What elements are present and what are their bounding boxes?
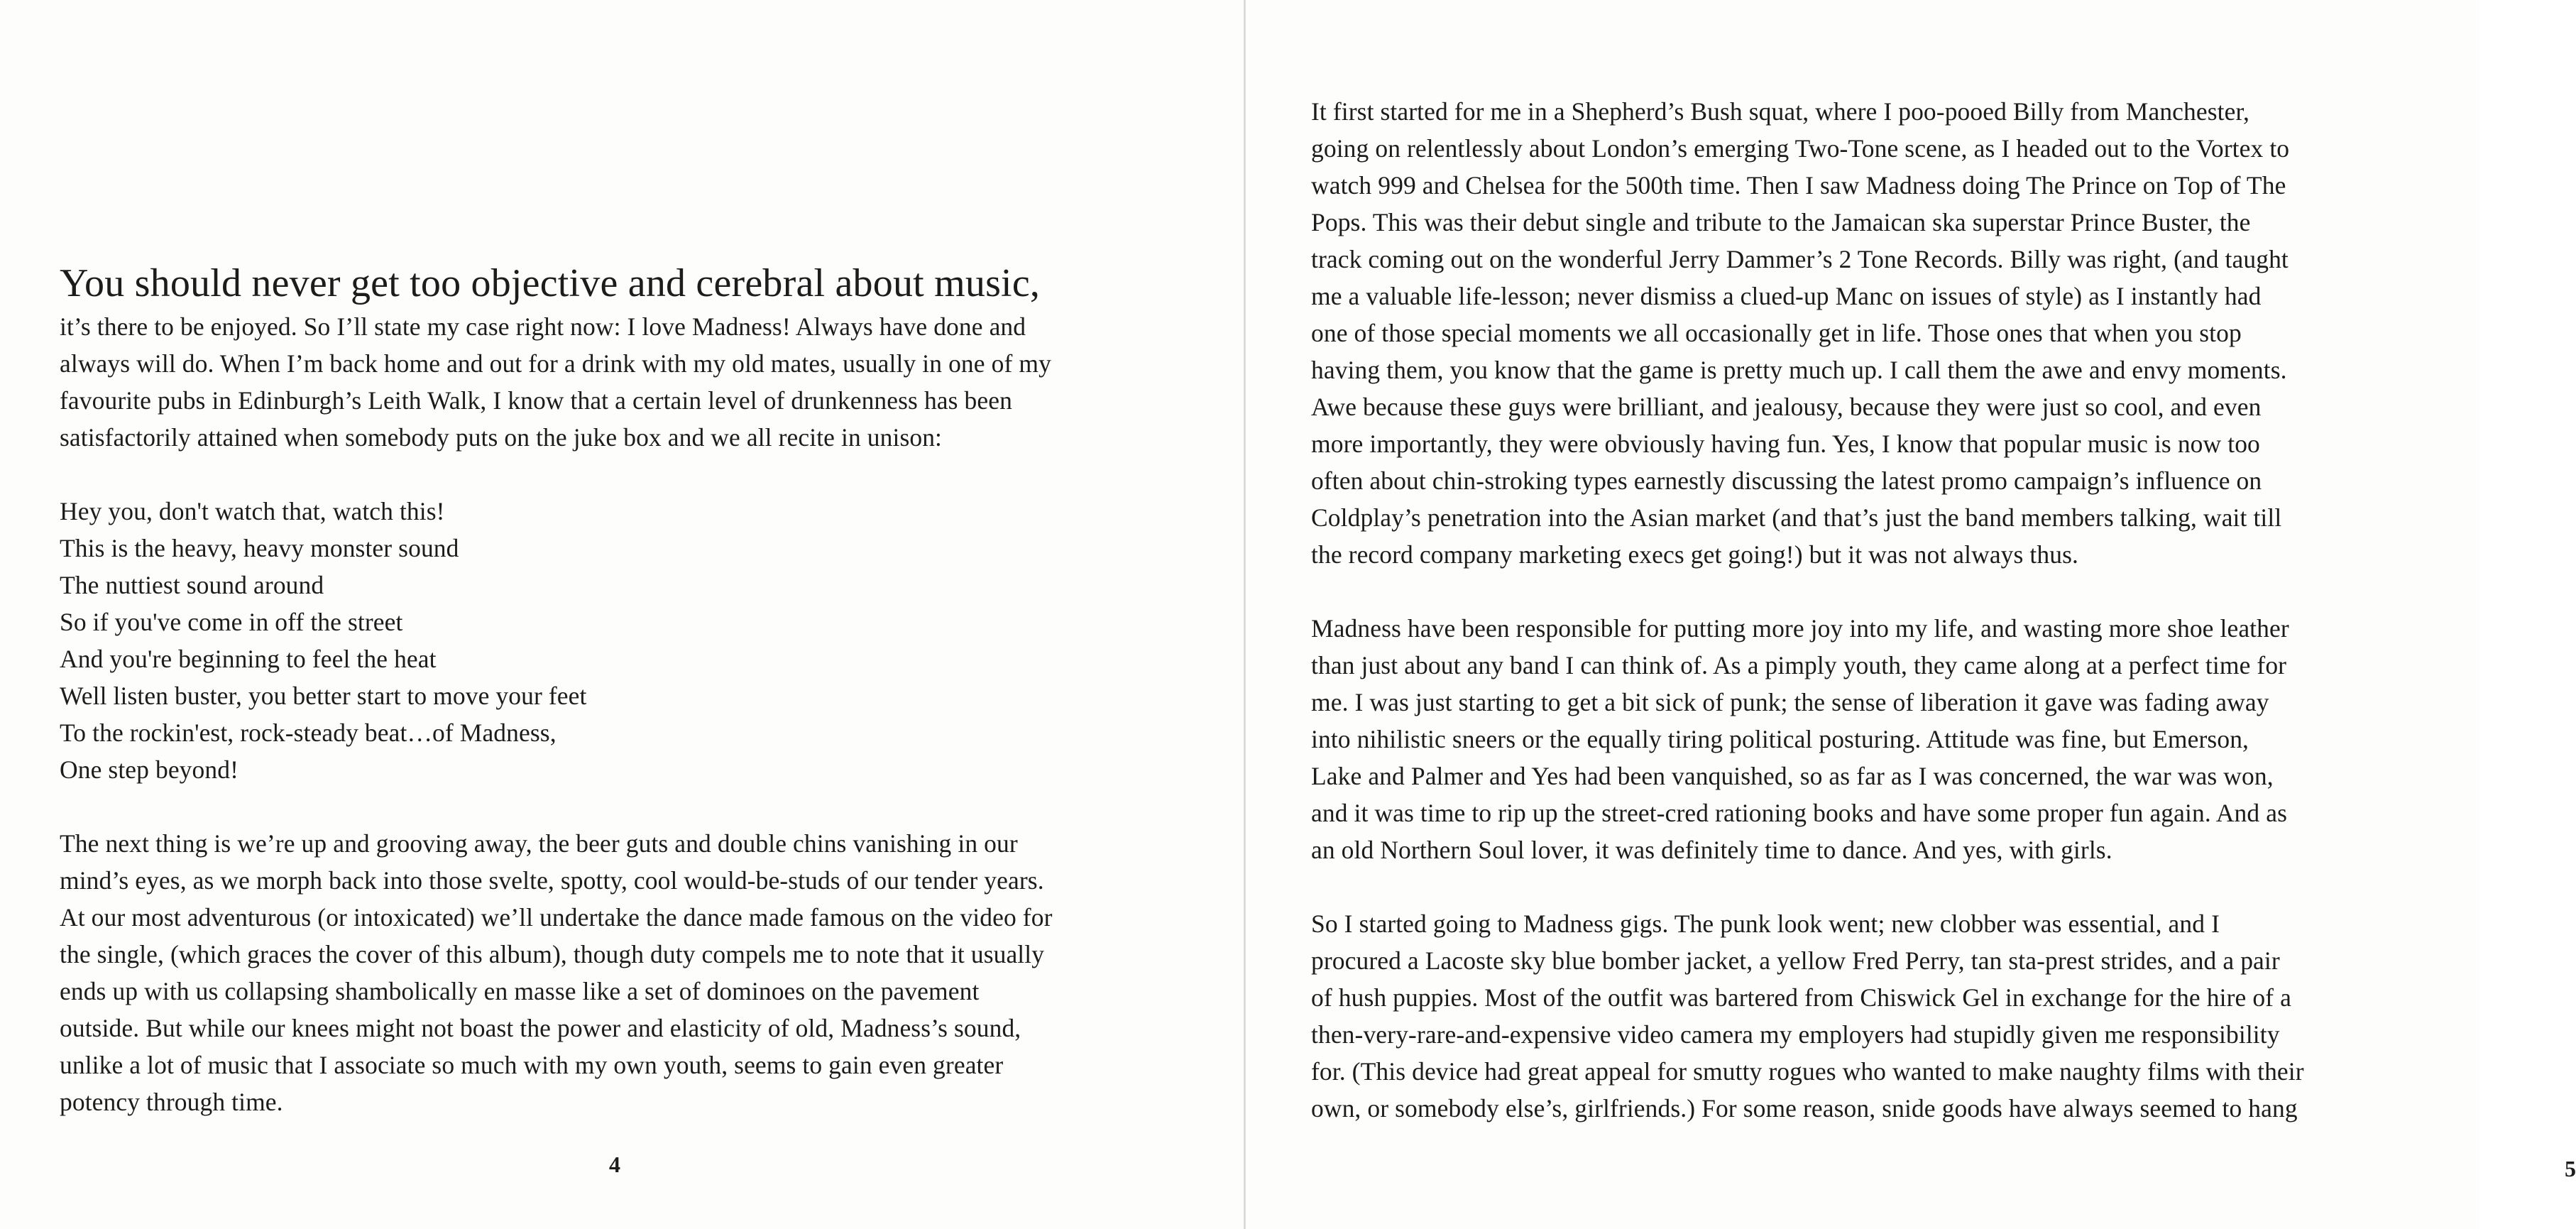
text-line: then-very-rare-and-expensive video camera my employers had stupidly given me responsibility bbox=[1311, 1020, 2280, 1049]
text-line: me a valuable life-lesson; never dismiss a clued-up Manc on issues of style) as I instantly had bbox=[1311, 282, 2262, 310]
left-page-body bbox=[60, 308, 1053, 1120]
left-page bbox=[0, 0, 1244, 1229]
text-line: So I started going to Madness gigs. The punk look went; new clobber was essential, and I bbox=[1311, 910, 2220, 938]
text-line: Coldplay’s penetration into the Asian market (and that’s just the band members talking, wait till bbox=[1311, 503, 2282, 532]
text-line: So if you've come in off the street bbox=[60, 608, 403, 636]
text-line: of hush puppies. Most of the outfit was bartered from Chiswick Gel in exchange for the hire of a bbox=[1311, 983, 2291, 1012]
text-line: The nuttiest sound around bbox=[60, 571, 324, 599]
text-line: it’s there to be enjoyed. So I’ll state my case right now: I love Madness! Always have done and bbox=[60, 312, 1026, 341]
text-line: Madness have been responsible for putting more joy into my life, and wasting more shoe leather bbox=[1311, 614, 2289, 643]
paragraph-break bbox=[60, 788, 1053, 825]
text-line: an old Northern Soul lover, it was definitely time to dance. And yes, with girls. bbox=[1311, 836, 2112, 864]
page-number-right: 5 bbox=[2565, 1156, 2576, 1181]
text-line: Lake and Palmer and Yes had been vanquished, so as far as I was concerned, the war was won, bbox=[1311, 762, 2274, 790]
text-line: the record company marketing execs get going!) but it was not always thus. bbox=[1311, 540, 2078, 569]
paragraph-break bbox=[1311, 573, 2304, 610]
text-line: watch 999 and Chelsea for the 500th time. Then I saw Madness doing The Prince on Top of The bbox=[1311, 171, 2286, 200]
text-line: procured a Lacoste sky blue bomber jacket, a yellow Fred Perry, tan sta-prest strides, and a pair bbox=[1311, 946, 2280, 975]
right-page-body bbox=[1311, 93, 2304, 1127]
text-line: favourite pubs in Edinburgh’s Leith Walk, I know that a certain level of drunkenness has been bbox=[60, 386, 1012, 415]
text-line: Awe because these guys were brilliant, and jealousy, because they were just so cool, and even bbox=[1311, 393, 2262, 421]
text-line: At our most adventurous (or intoxicated) we’ll undertake the dance made famous on the video for bbox=[60, 903, 1053, 932]
text-line: one of those special moments we all occasionally get in life. Those ones that when you stop bbox=[1311, 319, 2242, 347]
text-line: Hey you, don't watch that, watch this! bbox=[60, 497, 445, 525]
text-line: satisfactorily attained when somebody puts on the juke box and we all recite in unison: bbox=[60, 423, 943, 452]
page-number-left: 4 bbox=[609, 1152, 620, 1177]
text-line: me. I was just starting to get a bit sick of punk; the sense of liberation it gave was fading away bbox=[1311, 688, 2269, 716]
text-line: often about chin-stroking types earnestly discussing the latest promo campaign’s influence on bbox=[1311, 466, 2262, 495]
text-line: The next thing is we’re up and grooving away, the beer guts and double chins vanishing in our bbox=[60, 829, 1018, 858]
text-line: mind’s eyes, as we morph back into those svelte, spotty, cool would-be-studs of our tender years. bbox=[60, 866, 1044, 895]
text-line: going on relentlessly about London’s emerging Two-Tone scene, as I headed out to the Vortex to bbox=[1311, 134, 2290, 163]
paragraph-break bbox=[60, 456, 1053, 493]
text-line: for. (This device had great appeal for smutty rogues who wanted to make naughty films with their bbox=[1311, 1057, 2304, 1086]
text-line: having them, you know that the game is pretty much up. I call them the awe and envy moments. bbox=[1311, 356, 2287, 384]
paragraph-break bbox=[1311, 868, 2304, 905]
text-line: ends up with us collapsing shambolically en masse like a set of dominoes on the pavement bbox=[60, 977, 980, 1005]
right-page bbox=[1246, 0, 2576, 1229]
text-line: This is the heavy, heavy monster sound bbox=[60, 534, 459, 562]
text-line: It first started for me in a Shepherd’s Bush squat, where I poo-pooed Billy from Manchester, bbox=[1311, 97, 2249, 126]
text-line: Pops. This was their debut single and tribute to the Jamaican ska superstar Prince Buster, the bbox=[1311, 208, 2251, 236]
text-line: unlike a lot of music that I associate so much with my own youth, seems to gain even greater bbox=[60, 1051, 1004, 1079]
text-line: And you're beginning to feel the heat bbox=[60, 645, 437, 673]
text-line: own, or somebody else’s, girlfriends.) For some reason, snide goods have always seemed to hang bbox=[1311, 1094, 2298, 1123]
text-line: and it was time to rip up the street-cred rationing books and have some proper fun again. And as bbox=[1311, 799, 2287, 827]
text-line: always will do. When I’m back home and out for a drink with my old mates, usually in one of my bbox=[60, 349, 1051, 378]
text-line: One step beyond! bbox=[60, 755, 239, 784]
text-line: potency through time. bbox=[60, 1088, 283, 1116]
text-line: To the rockin'est, rock-steady beat…of Madness, bbox=[60, 719, 557, 747]
left-page-heading: You should never get too objective and cerebral about music, bbox=[60, 261, 1041, 305]
text-line: more importantly, they were obviously having fun. Yes, I know that popular music is now too bbox=[1311, 430, 2260, 458]
text-line: the single, (which graces the cover of this album), though duty compels me to note that it usually bbox=[60, 940, 1045, 968]
text-line: than just about any band I can think of. As a pimply youth, they came along at a perfect time for bbox=[1311, 651, 2287, 679]
text-line: outside. But while our knees might not boast the power and elasticity of old, Madness’s sound, bbox=[60, 1014, 1021, 1042]
text-line: track coming out on the wonderful Jerry Dammer’s 2 Tone Records. Billy was right, (and taught bbox=[1311, 245, 2289, 273]
text-line: into nihilistic sneers or the equally tiring political posturing. Attitude was fine, but Emerson, bbox=[1311, 725, 2249, 753]
text-line: Well listen buster, you better start to move your feet bbox=[60, 682, 587, 710]
